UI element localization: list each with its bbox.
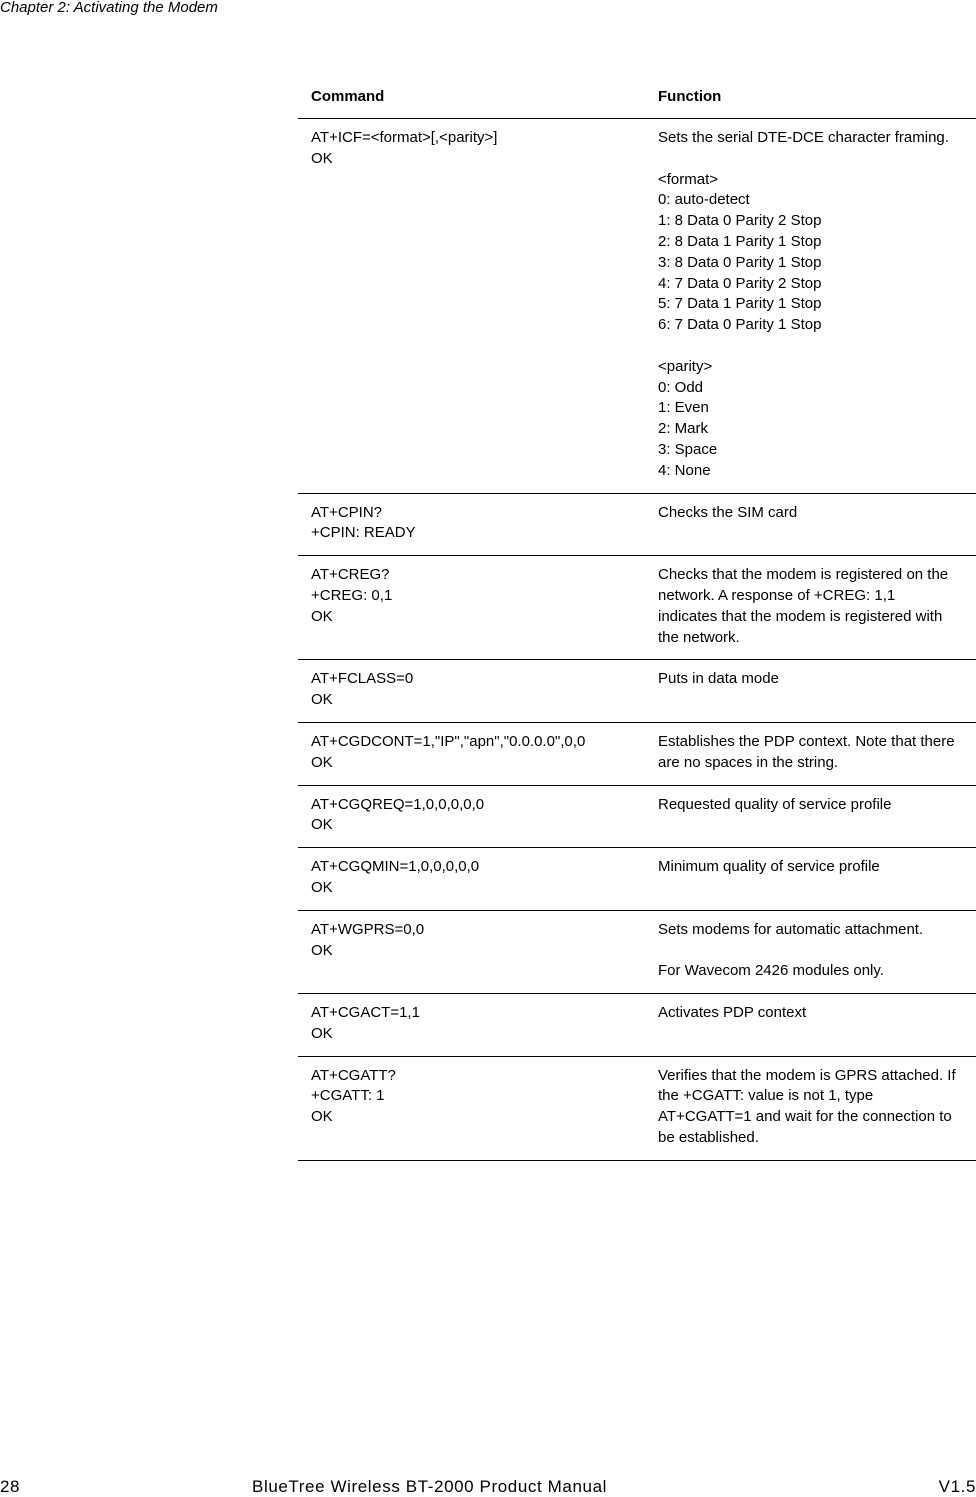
table-row: [298, 848, 976, 911]
command-cell: AT+CGQREQ=1,0,0,0,0,0 OK: [298, 785, 645, 848]
table-row: [298, 493, 976, 556]
table-row: [298, 994, 976, 1057]
column-header-function: Function: [645, 78, 976, 119]
manual-title: BlueTree Wireless BT-2000 Product Manual: [252, 1477, 608, 1496]
column-header-command: Command: [298, 78, 645, 119]
table-header-row: [298, 78, 976, 119]
command-cell: AT+WGPRS=0,0 OK: [298, 910, 645, 993]
function-cell: Sets modems for automatic attachment. For Wavecom 2426 modules only.: [645, 910, 976, 993]
function-cell: Minimum quality of service profile: [645, 848, 976, 911]
function-cell: Checks the SIM card: [645, 493, 976, 556]
command-cell: AT+FCLASS=0 OK: [298, 660, 645, 723]
version-label: V1.5: [938, 1477, 976, 1496]
command-cell: AT+CGDCONT=1,"IP","apn","0.0.0.0",0,0 OK: [298, 722, 645, 785]
table-row: [298, 1056, 976, 1160]
function-cell: Sets the serial DTE-DCE character framing. <format> 0: auto-detect 1: 8 Data 0 Parity 2 Stop 2: 8 Data 1 Parity 1 Stop 3: 8 Data 0 Parity 1 Stop 4: 7 Data 0 Parity 2 Stop 5: 7 Data 1 Parity 1 Stop 6: 7 Data 0 Parity 1 Stop <parity> 0: Odd 1: Even 2: Mark 3: Space 4: None: [645, 119, 976, 494]
function-cell: Puts in data mode: [645, 660, 976, 723]
command-cell: AT+CREG? +CREG: 0,1 OK: [298, 556, 645, 660]
page-number: 28: [0, 1477, 21, 1496]
function-cell: Verifies that the modem is GPRS attached. If the +CGATT: value is not 1, type AT+CGATT=1 and wait for the connection to be established.: [645, 1056, 976, 1160]
function-cell: Establishes the PDP context. Note that there are no spaces in the string.: [645, 722, 976, 785]
command-cell: AT+CGQMIN=1,0,0,0,0,0 OK: [298, 848, 645, 911]
table-row: [298, 785, 976, 848]
command-table: [298, 78, 976, 1161]
running-header: Chapter 2: Activating the Modem: [0, 0, 218, 16]
function-cell: Checks that the modem is registered on the network. A response of +CREG: 1,1 indicates that the modem is registered with the network.: [645, 556, 976, 660]
table-row: [298, 910, 976, 993]
function-cell: Activates PDP context: [645, 994, 976, 1057]
table-row: [298, 722, 976, 785]
table-row: [298, 119, 976, 494]
command-cell: AT+ICF=<format>[,<parity>] OK: [298, 119, 645, 494]
command-cell: AT+CGACT=1,1 OK: [298, 994, 645, 1057]
command-cell: AT+CGATT? +CGATT: 1 OK: [298, 1056, 645, 1160]
table-row: [298, 556, 976, 660]
function-cell: Requested quality of service profile: [645, 785, 976, 848]
command-cell: AT+CPIN? +CPIN: READY: [298, 493, 645, 556]
table-row: [298, 660, 976, 723]
